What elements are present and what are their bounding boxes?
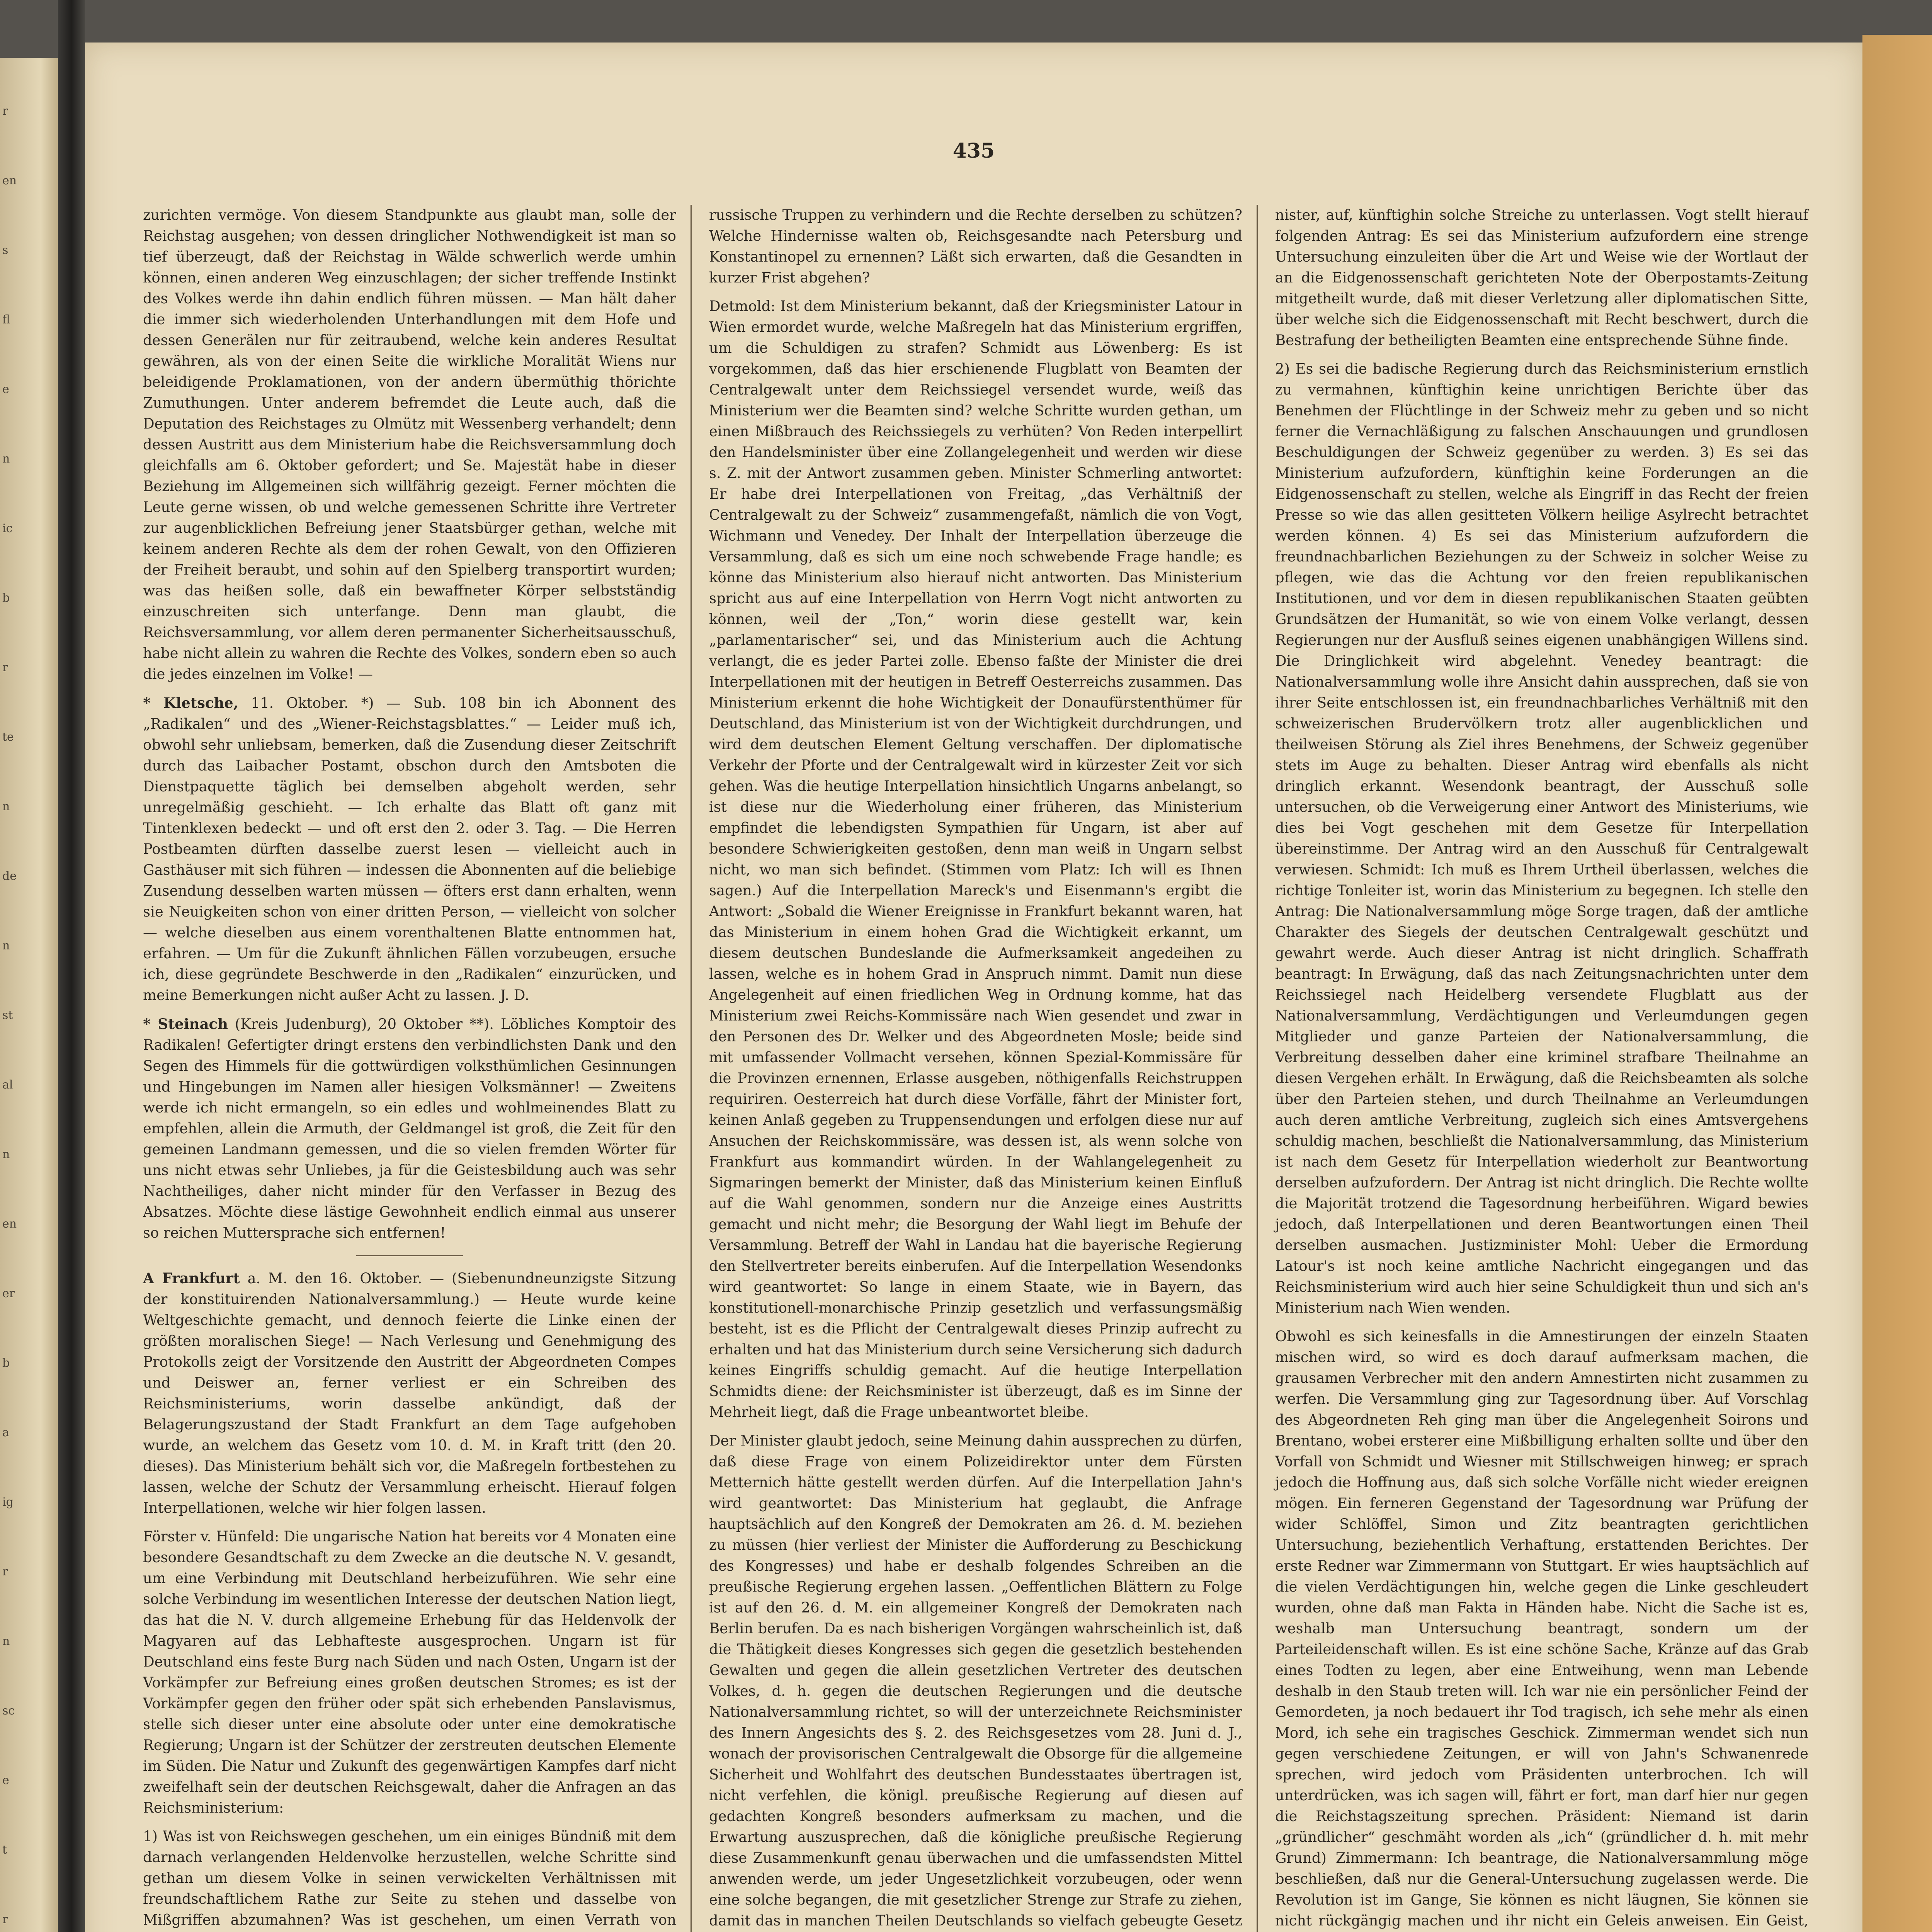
facing-page-text-fragment: ic: [2, 522, 13, 535]
facing-page-text-fragment: n: [2, 939, 10, 952]
facing-page-text-fragment: s: [2, 243, 9, 257]
paragraph: [143, 692, 676, 1006]
facing-page-text-fragment: n: [2, 1148, 10, 1161]
paragraph: Obwohl es sich keinesfalls in die Amnestirungen der einzeln Staaten mischen wird, so wird es doch darauf aufmerksam machen, die grausamen Verbrecher mit den andern Amnestirten nicht zusammen zu werfen. Die Versammlung ging zur Tagesordnung über. Auf Vorschlag des Abgeordneten Reh ging man über die Angelegenheit Soirons und Brentano, wobei ersterer eine Mißbilligung erhalten sollte und über den Vorfall von Schmidt und Wiesner mit Stillschweigen hinweg; er sprach jedoch die Hoffnung aus, daß sich solche Vorfälle nicht wieder ereignen mögen. Ein ferneren Gegenstand der Tagesordnung war Prüfung der wider Schlöffel, Simon und Zitz beantragten gerichtlichen Untersuchung, beziehentlich Verhaftung, erstattenden Berichtes. Der erste Redner war Zimmermann von Stuttgart. Er wies hauptsächlich auf die vielen Verdächtigungen hin, welche gegen die Linke geschleudert wurden, ohne daß man Fakta in Händen habe. Nicht die Sache ist es, weshalb man Untersuchung beantragt, sondern um der Parteileidenschaft willen. Es ist eine schöne Sache, Kränze auf das Grab eines Todten zu legen, aber eine Entweihung, wenn man Lebende deshalb in den Staub treten will. Ich war nie ein persönlicher Feind der Gemordeten, ja noch bedauert ihr Tod tragisch, ich sehe mehr als einen Mord, ich sehe ein tragisches Geschick. Zimmerman wendet sich nun gegen verschiedene Zeitungen, er will von Jahn's Schwanenrede sprechen, wird jedoch vom Präsidenten unterbrochen. Ich will unterdrücken, was ich sagen will, fährt er fort, man darf hier nur gegen die Reichstagszeitung sprechen. Präsident: Niemand ist darin „gründlicher“ geschmäht worden als „ich“ (gründlicher d. h. mit mehr Grund) Zimmermann: Ich beantrage, die Nationalversammlung möge beschließen, daß nur die General-Untersuchung zugelassen werde. Die Revolution ist im Gange, Sie können es nicht läugnen, Sie können sie nicht rückgängig machen und ihr nicht ein Geleis anweisen. Ein Geist,: [1275, 1328, 1808, 1929]
section-divider: [356, 1255, 463, 1256]
facing-page-text-fragment: de: [2, 869, 17, 883]
book-gutter: [58, 0, 85, 1932]
facing-page-text-fragment: ig: [2, 1495, 14, 1509]
paragraph: Der Minister glaubt jedoch, seine Meinung dahin aussprechen zu dürfen, daß diese Frage von einem Polizeidirektor unter dem Fürsten Metternich hätte gestellt werden dürfen. Auf die Interpellation Jahn's wird geantwortet: Das Ministerium hat geglaubt, die Anfrage hauptsächlich auf den Kongreß der Demokraten am 26. d. M. beziehen zu müssen (hier verliest der Minister die Aufforderung zu Beschickung des Kongresses) und habe er deshalb folgendes Schreiben an die preußische Regierung ergehen lassen. „Oeffentlichen Blättern zu Folge ist auf den 26. d. M. ein allgemeiner Kongreß der Demokraten nach Berlin berufen. Da es nach bisherigen Vorgängen wahrscheinlich ist, daß die Thätigkeit dieses Kongresses sich gegen die gesetzlich bestehenden Gewalten und gegen die allein gesetzlichen Vertreter des deutschen Volkes, d. h. gegen die deutschen Regierungen und die deutsche Nationalversammlung richtet, so will der unterzeichnete Reichsminister des Innern Angesichts des §. 2. des Reichsgesetzes vom 28. Juni d. J., wonach der provisorischen Centralgewalt die Obsorge für die allgemeine Sicherheit und Wohlfahrt des deutschen Bundesstaates übertragen ist, nicht verfehlen, die königl. preußische Regierung auf diesen auf gedachten Kongreß besonders aufmerksam zu machen, und die Erwartung auszusprechen, daß die königliche preußische Regierung diese Zusammenkunft genau überwachen und die umfassendsten Mittel anwenden werde, um jeder Ungesetzlichkeit vorzubeugen, oder wenn eine solche begangen, die mit gesetzlicher Strenge zur Strafe zu ziehen, damit das in manchen Theilen Deutschlands so vielfach gebeugte Gesetz: [709, 1432, 1242, 1929]
column-1: [143, 205, 676, 1932]
column-3: [1275, 205, 1808, 1932]
dateline: A Frankfurt: [143, 1270, 240, 1287]
facing-page-text-fragment: r: [2, 1565, 8, 1578]
paragraph-body: (Kreis Judenburg), 20 Oktober **). Löbliches Komptoir des Radikalen! Gefertigter dringt erstens den verbindlichsten Dank und den Segen des Himmels für die gottwürdigen volksthümlichen Gesinnungen und Hingebungen im Namen aller hiesigen Volksmänner! — Zweitens werde ich nicht ermangeln, so ein edles und wohlmeinendes Blatt zu empfehlen, allein die Armuth, der Geldmangel ist groß, die Zeit für den gemeinen Landmann gemessen, und die so vielen fremden Wörter für uns nicht etwas sehr Unliebes, ja für die Geistesbildung auch was sehr Nachtheiliges, daher nicht minder für den Verfasser in Bezug des Absatzes. Möchte diese lästige Gewohnheit endlich einmal aus unserer so reichen Muttersprache sich entfernen!: [143, 1016, 676, 1241]
paragraph: zurichten vermöge. Von diesem Standpunkte aus glaubt man, solle der Reichstag ausgehen; von dessen dringlicher Nothwendigkeit ist man so tief überzeugt, daß der Reichstag in Wälde schwerlich werde umhin können, einen anderen Weg einzuschlagen; der sicher treffende Instinkt des Volkes werde ihn dahin endlich führen müssen. — Man hält daher die immer sich wiederholenden Unterhandlungen mit dem Hofe und dessen Generälen nur für zeitraubend, welche kein anderes Resultat gewähren, als von der einen Seite die wirkliche Moralität Wiens nur beleidigende Proklamationen, von der andern übermüthig thörichte Zumuthungen. Unter anderem befremdet die Leute auch, daß die Deputation des Reichstages zu Olmütz mit Wessenberg verhandelt; denn dessen Austritt aus dem Ministerium habe die Reichsversammlung doch gleichfalls am 6. Oktober gefordert; und Se. Majestät habe in dieser Beziehung im Allgemeinen sich willfährig gezeigt. Ferner möchten die Leute gerne wissen, ob und welche gemessenen Schritte ihre Vertreter zur augenblicklichen Befreiung jener Staatsbürger gethan, welche mit keinem anderen Rechte als dem der rohen Gewalt, von den Offizieren der Freiheit beraubt, und sohin auf den Spielberg transportirt wurden; was das heißen solle, daß ein bewaffneter Körper selbstständig einzuschreiten sich unterfange. Denn man glaubt, die Reichsversammlung, vor allem deren permanenter Sicherheitsausschuß, habe nicht allein zu wahren die Rechte des Volkes, sondern eben so auch die jedes einzelnen im Volke! —: [143, 207, 676, 682]
facing-page-text-fragment: en: [2, 174, 17, 187]
dateline: * Kletsche,: [143, 694, 238, 711]
page-number: 435: [952, 139, 995, 163]
facing-page-text-fragment: al: [2, 1078, 13, 1092]
paragraph: 2) Es sei die badische Regierung durch das Reichsministerium ernstlich zu vermahnen, künftighin keine unrichtigen Berichte über das Benehmen der Flüchtlinge in der Schweiz mehr zu geben und so nicht ferner die Vernachläßigung zu falschen Anschauungen und grundlosen Beschuldigungen der Schweiz gegenüber zu werden. 3) Es sei das Ministerium aufzufordern, künftighin keine Forderungen an die Eidgenossenschaft zu stellen, welche als Eingriff in das Recht der freien Presse so wie das allen gesitteten Völkern heilige Asylrecht betrachtet werden können. 4) Es sei das Ministerium aufzufordern die freundnachbarlichen Beziehungen zu der Schweiz in solcher Weise zu pflegen, wie das die Achtung vor den freien republikanischen Institutionen, und vor dem in diesen republikanischen Staaten geübten Grundsätzen der Humanität, so wie von einem Volke verlangt, dessen Regierungen nur der Ausfluß seines eigenen unabhängigen Willens sind. Die Dringlichkeit wird abgelehnt. Venedey beantragt: die Nationalversammlung wolle ihre Ansicht dahin aussprechen, daß sie von ihrer Seite entschlossen ist, ein freundnachbarliches Verhältniß mit den schweizerischen Brudervölkern trotz aller augenblicklichen und theilweisen Störung als Ziel ihres Benehmens, der Schweiz gegenüber stets im Auge zu behalten. Dieser Antrag wird ebenfalls als nicht dringlich erkannt. Wesendonk beantragt, der Ausschuß solle untersuchen, ob die Verweigerung einer Antwort des Ministeriums, wie dies bei Vogt geschehen mit dem Gesetze für Interpellation übereinstimme. Der Antrag wird an den Ausschuß für Centralgewalt verwiesen. Schmidt: Ich muß es Ihrem Urtheil überlassen, welches die richtige Tonleiter ist, worin das Ministerium zu begegnen. Ich stelle den Antrag: Die Nationalversammlung möge Sorge tragen, daß der amtliche Charakter des Siegels der deutschen Centralgewalt geschützt und gewahrt werde. Auch dieser Antrag ist nicht dringlich. Schaffrath beantragt: In Erwägung, daß das nach Zeitungsnachrichten unter dem Reichssiegel nach Heidelberg versendete Flugblatt aus der Nationalversammlung, Verdächtigungen und Verleumdungen gegen Mitglieder und ganze Parteien der Nationalversammlung, die Verbreitung desselben daher eine kriminel strafbare Theilnahme an diesen Vergehen erhält. In Erwägung, daß die Reichsbeamten als solche über den Parteien stehen, und durch Theilnahme an Verleumdungen auch deren amtliche Verbreitung, zugleich sich eines Amtsvergehens schuldig machen, beschließt die Nationalversammlung, das Ministerium ist nach dem Gesetz für Interpellation wiederholt zur Beantwortung derselben aufzufordern. Der Antrag ist nicht dringlich. Die Rechte wollte die Majorität trotzend die Tagesordnung herbeiführen. Wigard bewies jedoch, daß Interpellationen und deren Beantwortungen einen Theil derselben ausmachen. Justizminister Mohl: Ueber die Ermordung Latour's ist noch keine amtliche Nachricht eingegangen und das Reichsministerium wird auch hier seine Schuldigkeit thun und sich an's Ministerium nach Wien wenden.: [1275, 361, 1808, 1316]
paragraph: nister, auf, künftighin solche Streiche zu unterlassen. Vogt stellt hierauf folgenden Antrag: Es sei das Ministerium aufzufordern eine strenge Untersuchung einzuleiten über die Art und Weise wie der Wortlaut der an die Eidgenossenschaft gerichteten Note der Oberpostamts-Zeitung mitgetheilt wurde, daß mit dieser Verletzung aller diplomatischen Sitte, über welche sich die Eidgenossenschaft mit Recht beschwert, durch die Bestrafung der betheiligten Beamten eine entsprechende Sühne finde.: [1275, 207, 1808, 349]
facing-page-text-fragment: r: [2, 104, 8, 118]
facing-page-text-fragment: a: [2, 1426, 9, 1439]
column-rule: [690, 205, 692, 1932]
facing-page-text-fragment: t: [2, 1843, 7, 1857]
paragraph: russische Truppen zu verhindern und die Rechte derselben zu schützen? Welche Hindernisse walten ob, Reichsgesandte nach Petersburg und Konstantinopel zu ernennen? Läßt sich erwarten, daß die Gesandten in kurzer Frist abgehen?: [709, 207, 1242, 286]
dateline: * Steinach: [143, 1015, 228, 1032]
facing-page-text-fragment: n: [2, 800, 10, 813]
facing-page-edge: [0, 58, 58, 1932]
paragraph: [143, 1014, 676, 1243]
facing-page-text-fragment: en: [2, 1217, 17, 1231]
facing-page-text-fragment: b: [2, 1356, 10, 1370]
facing-page-text-fragment: er: [2, 1287, 15, 1300]
facing-page-text-fragment: r: [2, 661, 8, 674]
facing-page-text-fragment: te: [2, 730, 14, 744]
paragraph: [143, 1268, 676, 1519]
facing-page-text-fragment: st: [2, 1009, 13, 1022]
paragraph: Förster v. Hünfeld: Die ungarische Nation hat bereits vor 4 Monaten eine besondere Gesandtschaft zu dem Zwecke an die deutsche N. V. gesandt, um eine Verbindung mit Deutschland herbeizuführen. Wie sehr eine solche Verbindung im wesentlichen Interesse der deutschen Nation liegt, das hat die N. V. durch allgemeine Erhebung für das Heldenvolk der Magyaren auf das Lebhafteste ausgesprochen. Ungarn ist für Deutschland eins feste Burg nach Süden und nach Osten, Ungarn ist der Vorkämpfer zur Befreiung eines großen deutschen Stromes; es ist der Vorkämpfer gegen den früher oder spät sich erhebenden Panslavismus, stelle sich dieser unter eine absolute oder unter eine demokratische Regierung; Ungarn ist der Schützer der zerstreuten deutschen Elemente im Süden. Die Natur und Zukunft des gegenwärtigen Kampfes darf nicht zweifelhaft sein der deutschen Reichsgewalt, daher die Anfragen an das Reichsministerium:: [143, 1528, 676, 1816]
facing-page-text-fragment: e: [2, 383, 9, 396]
newspaper-page: [85, 43, 1862, 1932]
paragraph: Detmold: Ist dem Ministerium bekannt, daß der Kriegsminister Latour in Wien ermordet wurde, welche Maßregeln hat das Ministerium ergriffen, um die Schuldigen zu strafen? Schmidt aus Löwenberg: Es ist vorgekommen, daß das hier erschienende Flugblatt von Beamten der Centralgewalt unter dem Reichssiegel versendet wurde, weiß das Ministerium wer die Beamten sind? welche Schritte wurden gethan, um einen Mißbrauch des Reichssiegels zu verhüten? Von Reden interpellirt den Handelsminister über eine Zollangelegenheit und werden wir diese s. Z. mit der Antwort zusammen geben. Minister Schmerling antwortet: Er habe drei Interpellationen von Freitag, „das Verhältniß der Centralgewalt zu der Schweiz“ zusammengefaßt, nämlich die von Vogt, Wichmann und Venedey. Der Inhalt der Interpellation überzeuge die Versammlung, daß es sich um eine noch schwebende Frage handle; es könne das Ministerium also hierauf nicht antworten. Das Ministerium spricht aus auf eine Interpellation von Herrn Vogt nicht antworten zu können, weil der „Ton,“ worin diese gestellt war, kein „parlamentarischer“ sei, und das Ministerium auch die Achtung verlangt, die es jeder Partei zolle. Ebenso faßte der Minister die drei Interpellationen mit der heutigen in Betreff Oesterreichs zusammen. Das Ministerium erkennt die hohe Wichtigkeit der Donaufürstenthümer für Deutschland, das Ministerium ist von der Wichtigkeit durchdrungen, und wird dem deutschen Element Geltung verschaffen. Der diplomatische Verkehr der Pforte und der Centralgewalt wird in kürzester Zeit vor sich gehen. Was die heutige Interpellation hinsichtlich Ungarns anbelangt, so ist diese nur die Wiederholung einer früheren, das Ministerium empfindet die lebendigsten Sympathien für Ungarn, ist aber auf besondere Schwierigkeiten gestoßen, denn man weiß in Ungarn selbst nicht, wo man sich befindet. (Stimmen vom Platz: Ich will es Ihnen sagen.) Auf die Interpellation Mareck's und Eisenmann's ergibt die Antwort: „Sobald die Wiener Ereignisse in Frankfurt bekannt waren, hat das Ministerium in einem hohen Grad die Wichtigkeit erkannt, um diesem deutschen Bundeslande die Aufmerksamkeit angedeihen zu lassen, welche es in hohem Grad in Anspruch nimmt. Damit nun diese Angelegenheit auf einen friedlichen Weg in Ordnung komme, hat das Ministerium zwei Reichs-Kommissäre nach Wien gesendet und zwar in den Personen des Dr. Welker und des Abgeordneten Mosle; beide sind mit umfassender Vollmacht versehen, können Spezial-Kommissäre für die Provinzen ernennen, Erlasse ausgeben, nöthigenfalls Reichstruppen requiriren. Oesterreich hat durch diese Vorfälle, fährt der Minister fort, keinen Anlaß gegeben zu Truppensendungen und erfolgen diese nur auf Ansuchen der Reichskommissäre, was dessen ist, als wenn solche von Frankfurt aus kommandirt würden. In der Wahlangelegenheit zu Sigmaringen bemerkt der Minister, daß das Ministerium keinen Einfluß auf die Wahl genommen, sondern nur die Anzeige eines Austritts gemacht und nicht mehr; die Besorgung der Wahl liegt im Behufe der Versammlung. Betreff der Wahl in Landau hat die bayerische Regierung den Stellvertreter bereits einberufen. Auf die Interpellation Wesendonks wird geantwortet: So lange in einem Staate, wie in Bayern, das konstitutionell-monarchische Prinzip gesetzlich und verfassungsmäßig besteht, ist es die Pflicht der Centralgewalt dieses Prinzip aufrecht zu erhalten und hat das Ministerium durch seine Versicherung sich dadurch keines Eingriffs schuldig gemacht. Auf die heutige Interpellation Schmidts diene: der Reichsminister ist überzeugt, daß es im Sinne der Mehrheit liegt, daß die Frage unbeantwortet bleibe.: [709, 298, 1242, 1420]
facing-page-text-fragment: n: [2, 1634, 10, 1648]
column-2: [709, 205, 1242, 1932]
facing-page-text-fragment: sc: [2, 1704, 15, 1718]
text-columns: [143, 205, 1808, 1932]
paragraph-body: a. M. den 16. Oktober. — (Siebenundneunzigste Sitzung der konstituirenden Nationalversammlung.) — Heute wurde keine Weltgeschichte gemacht, und dennoch feierte die Linke einen der größten moralischen Siege! — Nach Verlesung und Genehmigung des Protokolls zeigt der Vorsitzende den Austritt der Abgeordneten Compes und Deiswer an, ferner verliest er ein Schreiben des Reichsministeriums, worin dasselbe ankündigt, daß der Belagerungszustand der Stadt Frankfurt an dem Tage aufgehoben wurde, an welchem das Gesetz vom 10. d. M. in Kraft tritt (den 20. dieses). Das Ministerium behält sich vor, die Maßregeln fortbestehen zu lassen, welche der Schutz der Versammlung erheischt. Hierauf folgen Interpellationen, welche wir hier folgen lassen.: [143, 1270, 676, 1516]
facing-page-text-fragment: n: [2, 452, 10, 466]
facing-page-text-fragment: fl: [2, 313, 10, 327]
facing-page-text-fragment: e: [2, 1774, 9, 1787]
facing-page-text-fragment: r: [2, 1913, 8, 1926]
paragraph-body: 11. Oktober. *) — Sub. 108 bin ich Abonnent des „Radikalen“ und des „Wiener-Reichstagsblattes.“ — Leider muß ich, obwohl sehr unliebsam, bemerken, daß die Zusendung dieser Zeitschrift durch das Laibacher Postamt, obschon durch den Amtsboten die Dienstpaquette täglich bei demselben abgeholt werden, sehr unregelmäßig geschieht. — Ich erhalte das Blatt oft ganz mit Tintenklexen bedeckt — und oft erst den 2. oder 3. Tag. — Die Herren Postbeamten dürften dasselbe zuerst lesen — vielleicht auch in Gasthäuser mit sich führen — indessen die Abonnenten auf die beliebige Zusendung desselben warten müssen — öfters erst dann erhalten, wenn sie Neuigkeiten schon von einer dritten Person, — vielleicht von solcher — welche dieselben aus einem vorenthaltenen Blatte entnommen hat, erfahren. — Um für die Zukunft ähnlichen Fällen vorzubeugen, ersuche ich, diese gegründete Beschwerde in den „Radikalen“ einzurücken, und meine Bemerkungen nicht außer Acht zu lassen. J. D.: [143, 695, 676, 1003]
page-edge-stack: [1862, 35, 1932, 1932]
column-rule: [1257, 205, 1258, 1932]
facing-page-text-fragment: b: [2, 591, 10, 605]
paragraph: 1) Was ist von Reichswegen geschehen, um ein einiges Bündniß mit dem darnach verlangenden Heldenvolke herzustellen, welche Schritte sind gethan um diesem Volke in seinen verwickelten Verhältnissen mit freundschaftlichem Rathe zur Seite zu stehen und dasselbe von Mißgriffen abzumahnen? Was ist geschehen, um einen Verrath von: [143, 1828, 676, 1928]
